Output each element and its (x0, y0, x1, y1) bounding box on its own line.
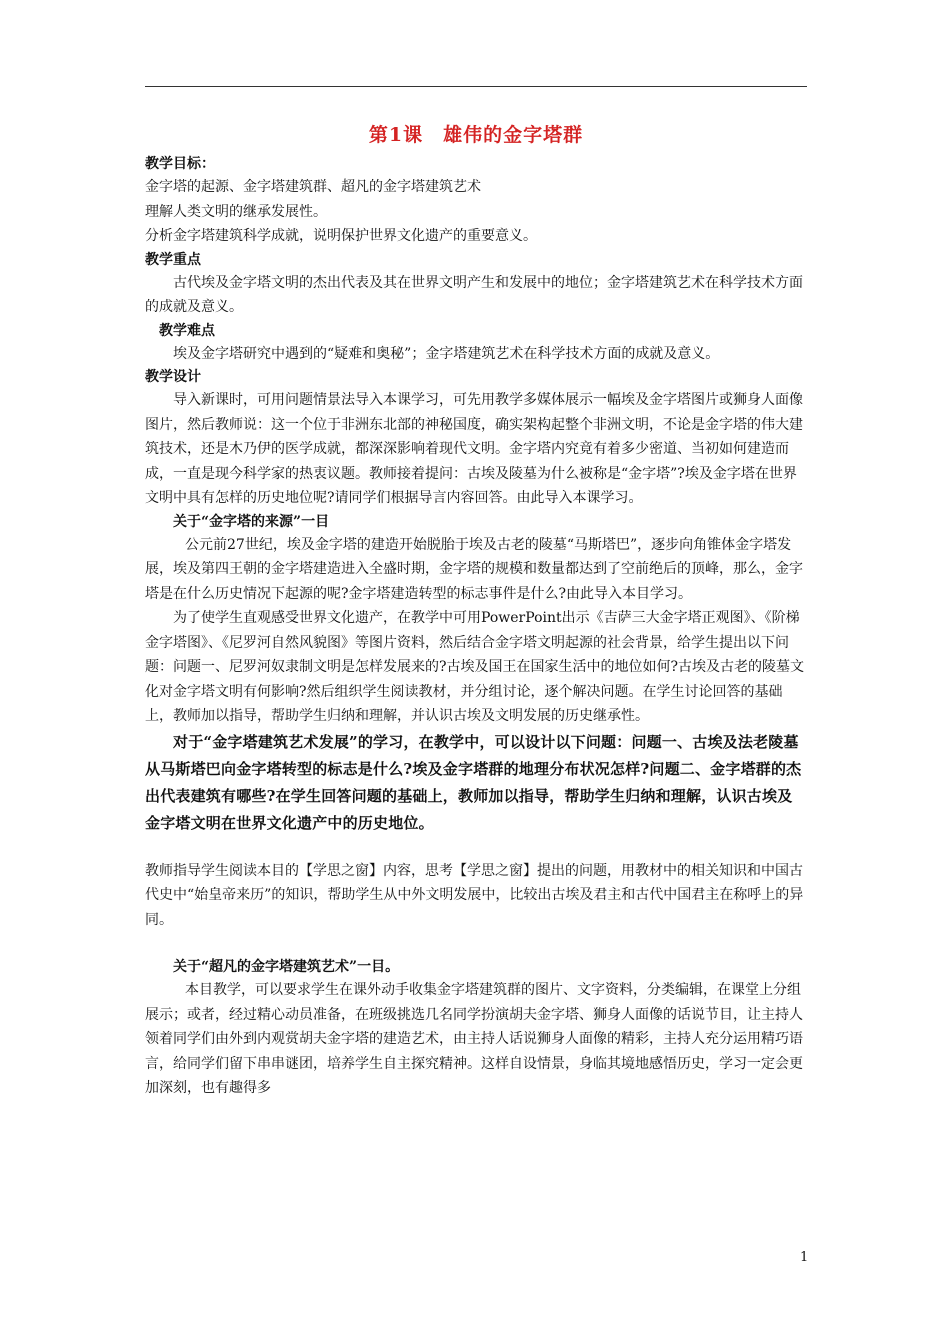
key-points-heading: 教学重点 (145, 251, 201, 268)
page-number: 1 (800, 1250, 809, 1265)
spacer (145, 837, 807, 859)
window-paragraph: 教师指导学生阅读本目的【学思之窗】内容，思考【学思之窗】提出的问题，用教材中的相关知识和中国古代史中“始皇帝来历”的知识，帮助学生从中外文明发展中，比较出古埃及君主和古代中国君主在称呼上的异同。 (145, 862, 804, 928)
origin-heading: 关于“金字塔的来源”一目 (173, 513, 330, 530)
document-page (145, 120, 807, 1101)
goal-line: 金字塔的起源、金字塔建筑群、超凡的金字塔建筑艺术 (145, 179, 481, 195)
goal-line: 分析金字塔建筑科学成就，说明保护世界文化遗产的重要意义。 (145, 228, 537, 244)
goal-line: 理解人类文明的继承发展性。 (145, 203, 327, 220)
art-paragraph: 本目教学，可以要求学生在课外动手收集金字塔建筑群的图片、文字资料，分类编辑，在课堂上分组展示；或者，经过精心动员准备，在班级挑选几名同学扮演胡夫金字塔、狮身人面像的话说节目，让主持人领着同学们由外到内观赏胡夫金字塔的建造艺术，由主持人话说狮身人面像的精彩，主持人充分运用精巧语言，给同学们留下串串谜团，培养学生自主探究精神。这样自设情景，身临其境地感悟历史，学习一定会更加深刻，也有趣得多 (145, 982, 803, 1096)
difficulties-text: 埃及金字塔研究中遇到的“疑难和奥秘”；金字塔建筑艺术在科学技术方面的成就及意义。 (173, 345, 720, 362)
lesson-title: 第1课 雄伟的金字塔群 (368, 124, 584, 146)
design-heading: 教学设计 (145, 369, 201, 385)
header-rule (145, 86, 807, 87)
art-development-paragraph: 对于“金字塔建筑艺术发展”的学习，在教学中，可以设计以下问题：问题一、古埃及法老陵墓从马斯塔巴向金字塔转型的标志是什么?埃及金字塔群的地理分布状况怎样?问题二、金字塔群的杰出代表建筑有哪些?在学生回答问题的基础上，教师加以指导，帮助学生归纳和理解，认识古埃及金字塔文明在世界文化遗产中的历史地位。 (145, 732, 802, 832)
difficulties-heading: 教学难点 (159, 322, 215, 339)
goals-heading: 教学目标： (145, 156, 215, 172)
design-intro: 导入新课时，可用问题情景法导入本课学习，可先用教学多媒体展示一幅埃及金字塔图片或狮身人面像图片，然后教师说：这一个位于非洲东北部的神秘国度，确实架构起整个非洲文明，不论是金字塔的伟大建筑技术，还是木乃伊的医学成就，都深深影响着现代文明。金字塔内究竟有着多少密道、当初如何建造而成，一直是现今科学家的热衷议题。教师接着提问：古埃及陵墓为什么被称是“金字塔”?埃及金字塔在世界文明中具有怎样的历史地位呢?请同学们根据导言内容回答。由此导入本课学习。 (145, 392, 803, 506)
spacer (145, 932, 807, 956)
origin-paragraph-1: 公元前27世纪，埃及金字塔的建造开始脱胎于埃及古老的陵墓“马斯塔巴”，逐步向角锥体金字塔发展，埃及第四王朝的金字塔建造进入全盛时期，金字塔的规模和数量都达到了空前绝后的顶峰，那么，金字塔是在什么历史情况下起源的呢?金字塔建造转型的标志事件是什么?由此导入本目学习。 (145, 536, 803, 602)
key-points-text: 古代埃及金字塔文明的杰出代表及其在世界文明产生和发展中的地位；金字塔建筑艺术在科学技术方面的成就及意义。 (145, 274, 803, 315)
art-heading: 关于“超凡的金字塔建筑艺术”一目。 (173, 959, 400, 975)
origin-paragraph-2: 为了使学生直观感受世界文化遗产，在教学中可用PowerPoint出示《吉萨三大金字塔正观图》、《阶梯金字塔图》、《尼罗河自然风貌图》等图片资料，然后结合金字塔文明起源的社会背景，给学生提出以下问题：问题一、尼罗河奴隶制文明是怎样发展来的?古埃及国王在国家生活中的地位如何?古埃及古老的陵墓文化对金字塔文明有何影响?然后组织学生阅读教材，并分组讨论，逐个解决问题。在学生讨论回答的基础上，教师加以指导，帮助学生归纳和理解，并认识古埃及文明发展的历史继承性。 (145, 610, 805, 724)
